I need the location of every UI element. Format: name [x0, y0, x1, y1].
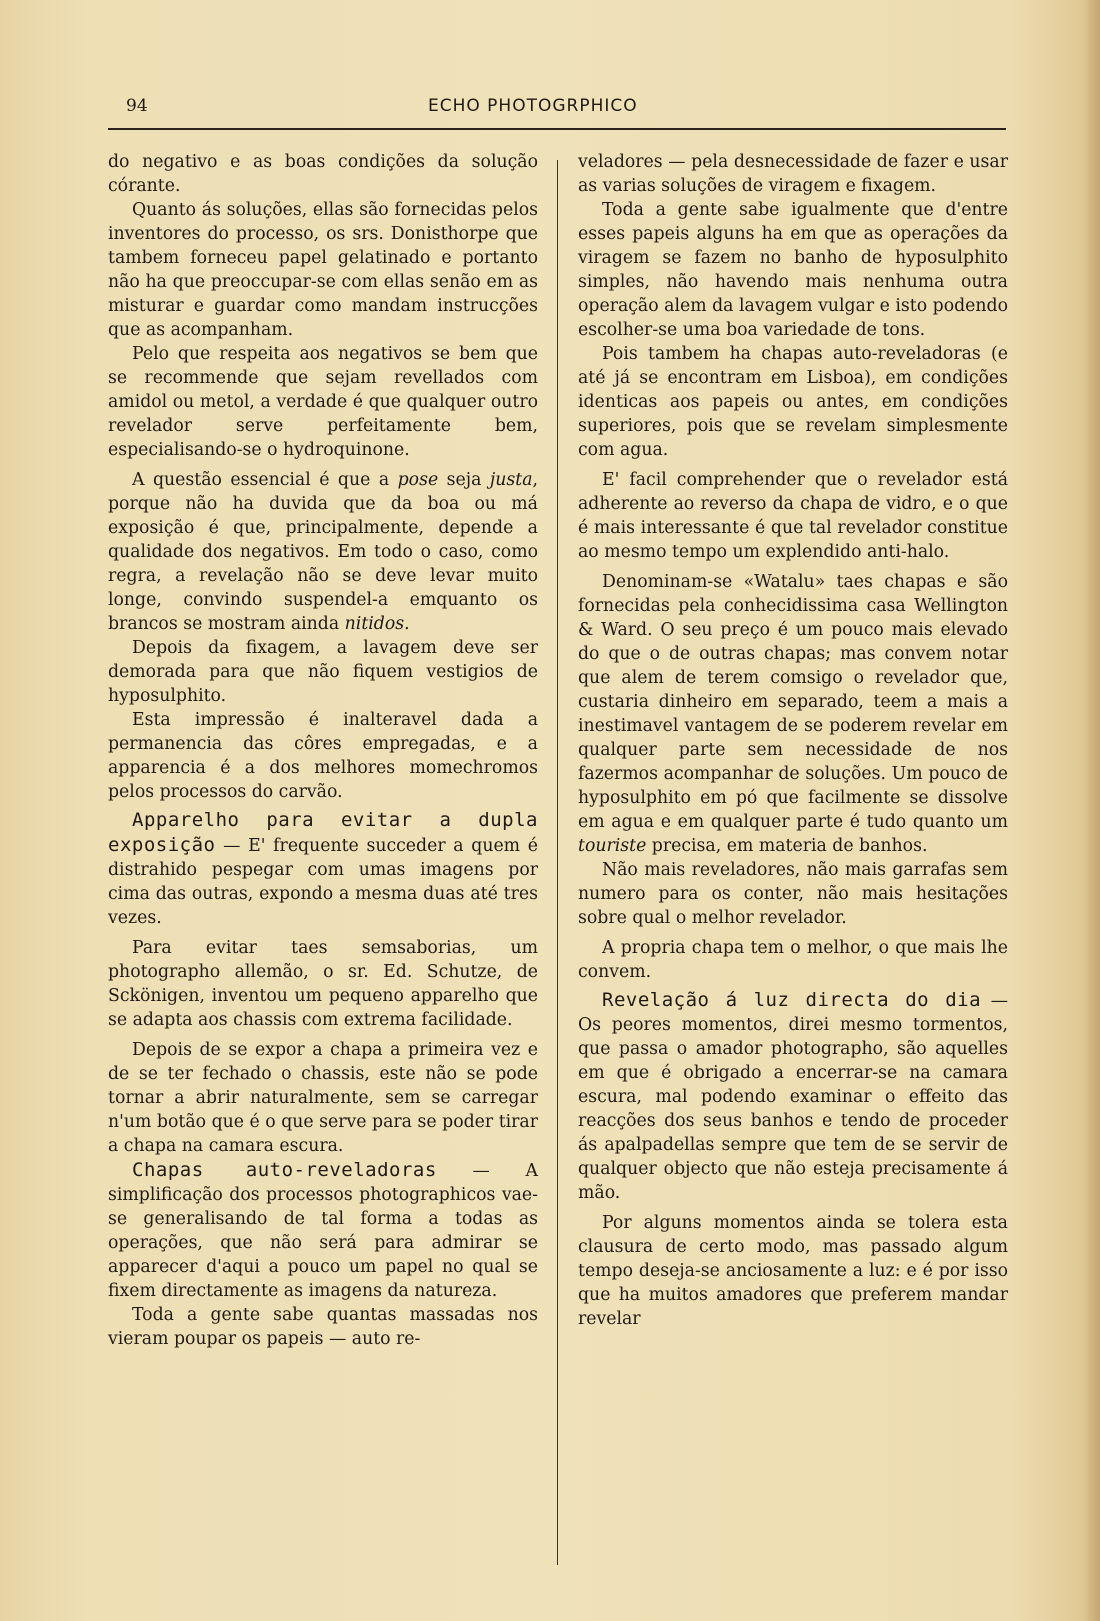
column-divider [557, 160, 558, 1565]
italic-word: justa [489, 470, 533, 490]
paragraph: Depois de se expor a chapa a primeira vez e de se ter fechado o chassis, este não se pode tornar a abrir naturalmente, sem se carregar n'um botão que é o que serve para se poder tirar a chapa na camara escura. [108, 1040, 538, 1156]
paragraph: E' facil comprehender que o revelador está adherente ao reverso da chapa de vidro, e o que é mais interessante é que tal revelador constitue ao mesmo tempo um explendido anti-halo. [578, 470, 1008, 562]
text-run: — E' frequente succeder a quem é distrahido pespegar com umas imagens por cima das outras, expondo a mesma duas até tres vezes. [108, 836, 538, 928]
page-edge-shadow [1082, 0, 1100, 1621]
paragraph: Toda a gente sabe quantas massadas nos vieram poupar os papeis — auto re- [108, 1305, 538, 1349]
header-rule [108, 128, 1006, 130]
section-heading: Chapas auto-reveladoras [132, 1159, 437, 1181]
paragraph [108, 468, 538, 636]
section-paragraph [108, 808, 538, 930]
text-run: seja [438, 470, 490, 490]
page-number: 94 [126, 96, 148, 116]
text-run: — Os peores momentos, direi mesmo tormentos, que passa o amador photographo, são aquelles em que é obrigado a encerrar-se na camara escura, mal podendo examinar o effeito das reacções dos seus banhos e tendo de proceder ás apalpadellas sempre que tem de se servir de qualquer objecto que não esteja precisamente á mão. [578, 991, 1008, 1203]
text-run: — A simplificação dos processos photographicos vae-se generalisando de tal forma a todas as operações, que não será para admirar se apparecer d'aqui a pouco um papel no qual se fixem directamente as imagens da natureza. [108, 1161, 538, 1301]
right-column [578, 150, 1008, 1331]
paragraph: veladores — pela desnecessidade de fazer e usar as varias soluções de viragem e fixagem. [578, 152, 1008, 196]
text-run: , porque não ha duvida que da boa ou má exposição é que, principalmente, depende a qualidade dos negativos. Em todo o caso, como regra, a revelação não se deve levar muito longe, convindo suspendel-a emquanto os brancos se mostram ainda [108, 470, 538, 634]
paragraph: A propria chapa tem o melhor, o que mais lhe convem. [578, 938, 1008, 982]
paragraph [578, 570, 1008, 858]
paragraph: Pelo que respeita aos negativos se bem que se recommende que sejam revellados com amidol ou metol, a verdade é que qualquer outro revelador serve perfeitamente bem, especialisando-se o hydroquinone. [108, 344, 538, 460]
section-paragraph [108, 1158, 538, 1303]
section-paragraph [578, 988, 1008, 1205]
section-heading: Revelação á luz directa do dia [602, 989, 982, 1011]
running-title: ECHO PHOTOGRPHICO [428, 96, 638, 116]
page-header [108, 92, 1006, 122]
italic-word: pose [397, 470, 439, 490]
paragraph: Não mais reveladores, não mais garrafas sem numero para os conter, não mais hesitações sobre qual o melhor revelador. [578, 860, 1008, 928]
paragraph: Pois tambem ha chapas auto-reveladoras (e até já se encontram em Lisboa), em condições identicas aos papeis ou antes, em condições superiores, pois que se revelam simplesmente com agua. [578, 344, 1008, 460]
italic-word: touriste [578, 836, 647, 856]
text-run: . [404, 614, 410, 634]
paragraph: Para evitar taes semsaborias, um photographo allemão, o sr. Ed. Schutze, de Sckönigen, inventou um pequeno apparelho que se adapta aos chassis com extrema facilidade. [108, 938, 538, 1030]
paragraph: Toda a gente sabe igualmente que d'entre esses papeis alguns ha em que as operações da viragem se fazem no banho de hyposulphito simples, não havendo mais nenhuma outra operação alem da lavagem vulgar e isto podendo escolher-se uma boa variedade de tons. [578, 200, 1008, 340]
left-column [108, 150, 538, 1351]
paragraph: Quanto ás soluções, ellas são fornecidas pelos inventores do processo, os srs. Donisthorpe que tambem forneceu papel gelatinado e portanto não ha que preoccupar-se com ellas senão em as misturar e guardar como mandam instrucções que as acompanham. [108, 200, 538, 340]
section-heading: Apparelho para evitar a dupla exposição [108, 809, 538, 856]
italic-word: nitidos [344, 614, 405, 634]
paragraph: Esta impressão é inalteravel dada a permanencia das côres empregadas, e a apparencia é a dos melhores momechromos pelos processos do carvão. [108, 710, 538, 802]
paragraph: do negativo e as boas condições da solução córante. [108, 152, 538, 196]
text-run: precisa, em materia de banhos. [646, 836, 928, 856]
paragraph: Depois da fixagem, a lavagem deve ser demorada para que não fiquem vestigios de hyposulphito. [108, 638, 538, 706]
text-run: A questão essencial é que a [132, 470, 398, 490]
paragraph: Por alguns momentos ainda se tolera esta clausura de certo modo, mas passado algum tempo deseja-se anciosamente a luz: e é por isso que ha muitos amadores que preferem mandar revelar [578, 1213, 1008, 1329]
text-run: Denominam-se «Watalu» taes chapas e são fornecidas pela conhecidissima casa Wellington & Ward. O seu preço é um pouco mais elevado do que o de outras chapas; mas convem notar que alem de terem comsigo o revelador que, custaria dinheiro em separado, teem a mais a inestimavel vantagem de se poderem revelar em qualquer parte sem necessidade de nos fazermos acompanhar de soluções. Um pouco de hyposulphito em pó que facilmente se dissolve em agua e em qualquer parte é tudo quanto um [578, 572, 1008, 832]
